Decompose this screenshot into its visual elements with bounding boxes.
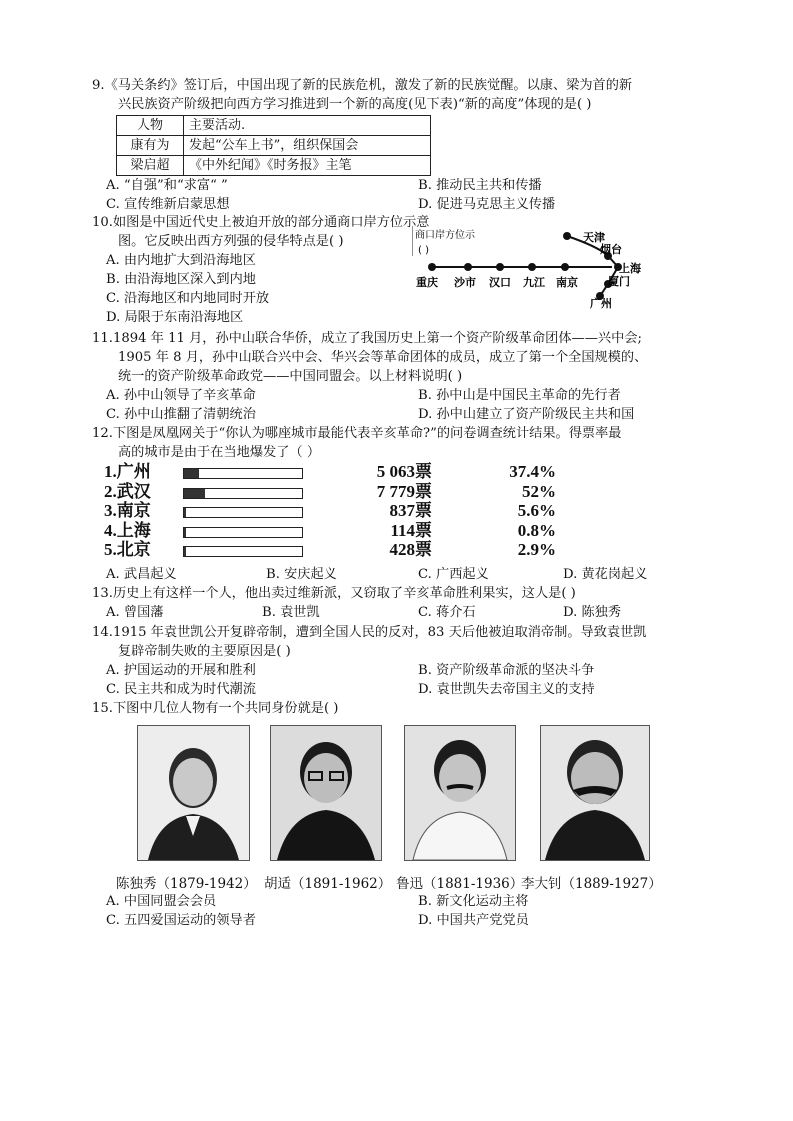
treaty-port-map: [412, 226, 652, 318]
caption-chen-duxiu: 陈独秀（1879-1942）: [116, 876, 257, 892]
person-icon: [541, 726, 649, 860]
q10-option-b[interactable]: B. 由沿海地区深入到内地: [106, 272, 256, 287]
q14-stem-line1: 14.1915 年袁世凯公开复辟帝制，遭到全国人民的反对，83 天后他被迫取消帝制。导致袁世凯: [92, 625, 647, 640]
q15-option-d[interactable]: D. 中国共产党党员: [418, 913, 529, 928]
map-city: 沙市: [454, 276, 476, 289]
chart-category-label: 2.武汉: [104, 481, 151, 501]
map-city: 天津: [583, 231, 605, 244]
portrait-li-dazhao: [540, 725, 650, 861]
q13-option-b[interactable]: B. 袁世凯: [262, 605, 320, 620]
person-icon: [138, 726, 249, 860]
q10-stem-line2: 图。它反映出西方列强的侵华特点是( ): [118, 234, 344, 249]
portrait-hu-shi: [270, 725, 382, 861]
q11-option-b[interactable]: B. 孙中山是中国民主革命的先行者: [418, 388, 621, 403]
q12-stem-line1: 12.下图是凤凰网关于“你认为哪座城市最能代表辛亥革命?”的问卷调查统计结果。得票率最: [92, 426, 622, 441]
q9-option-d[interactable]: D. 促进马克思主义传播: [418, 197, 556, 212]
q9-stem-line1: 9.《马关条约》签订后，中国出现了新的民族危机，激发了新的民族觉醒。以康、梁为首的新: [92, 78, 633, 93]
q12-option-d[interactable]: D. 黄花岗起义: [563, 567, 648, 582]
q13-option-c[interactable]: C. 蒋介石: [418, 605, 476, 620]
q14-stem-line2: 复辟帝制失败的主要原因是( ): [118, 644, 291, 659]
map-city: 烟台: [600, 243, 622, 256]
chart-bar: [184, 528, 186, 537]
chart-bar-track: [183, 546, 303, 557]
q11-option-c[interactable]: C. 孙中山推翻了清朝统治: [106, 407, 256, 422]
map-city: 厦门: [608, 275, 630, 288]
q11-stem-line1: 11.1894 年 11 月，孙中山联合华侨，成立了我国历史上第一个资产阶级革命团体——兴中会;: [92, 331, 642, 346]
table-cell: 《中外纪闻》《时务报》主笔: [184, 156, 431, 176]
map-city: 上海: [619, 262, 641, 275]
caption-li-dazhao: 李大钊（1889-1927）: [521, 876, 662, 892]
chart-bar: [184, 489, 205, 498]
chart-category-label: 3.南京: [104, 501, 151, 520]
q9-table: [116, 115, 431, 176]
q12-option-c[interactable]: C. 广西起义: [418, 567, 489, 582]
map-city: 汉口: [489, 276, 511, 289]
q14-option-a[interactable]: A. 护国运动的开展和胜利: [106, 663, 256, 678]
q14-option-d[interactable]: D. 袁世凯失去帝国主义的支持: [418, 682, 595, 697]
portrait-lu-xun: [404, 725, 516, 861]
table-cell: 主要活动.: [184, 116, 431, 136]
q10-stem-line1: 10.如图是中国近代史上被迫开放的部分通商口岸方位示意: [92, 215, 430, 230]
chart-percent-label: 52%: [522, 481, 556, 501]
chart-category-label: 4.上海: [104, 520, 151, 540]
q12-stem-line2: 高的城市是由于在当地爆发了（ ）: [118, 445, 321, 460]
chart-percent-label: 37.4%: [509, 462, 556, 481]
q15-option-b[interactable]: B. 新文化运动主将: [418, 894, 529, 909]
q9-option-a[interactable]: A. “自强”和“求富“ ”: [106, 178, 228, 193]
chart-bar: [184, 469, 199, 478]
chart-bar: [184, 508, 186, 517]
map-subtitle: ( ): [418, 245, 429, 256]
map-title: 商口岸方位示: [415, 230, 475, 241]
chart-percent-label: 2.9%: [517, 540, 556, 559]
caption-hu-shi: 胡适（1891-1962）: [264, 876, 392, 892]
q11-stem-line3: 统一的资产阶级革命政党——中国同盟会。以上材料说明( ): [118, 369, 463, 384]
q15-stem-line1: 15.下图中几位人物有一个共同身份就是( ): [92, 701, 339, 716]
table-cell: 梁启超: [117, 156, 184, 176]
table-cell: 康有为: [117, 136, 184, 156]
map-city: 九江: [523, 276, 545, 289]
q9-option-b[interactable]: B. 推动民主共和传播: [418, 178, 542, 193]
q14-option-c[interactable]: C. 民主共和成为时代潮流: [106, 682, 256, 697]
q11-option-a[interactable]: A. 孙中山领导了辛亥革命: [106, 388, 256, 403]
chart-category-label: 5.北京: [104, 540, 151, 559]
table-row: [117, 136, 431, 156]
q15-option-c[interactable]: C. 五四爱国运动的领导者: [106, 913, 256, 928]
q11-stem-line2: 1905 年 8 月，孙中山联合兴中会、华兴会等革命团体的成员，成立了第一个全国规模的、: [118, 350, 648, 365]
q11-option-d[interactable]: D. 孙中山建立了资产阶级民主共和国: [418, 407, 635, 422]
chart-vote-label: 5 063票: [376, 462, 432, 481]
chart-bar: [184, 547, 186, 556]
q10-option-c[interactable]: C. 沿海地区和内地同时开放: [106, 291, 270, 306]
person-icon: [271, 726, 381, 860]
portrait-chen-duxiu: [137, 725, 250, 861]
chart-bar-track: [183, 488, 303, 499]
q9-option-c[interactable]: C. 宣传维新启蒙思想: [106, 197, 230, 212]
chart-bar-track: [183, 527, 303, 538]
table-row: [117, 116, 431, 136]
map-city: 南京: [556, 276, 578, 289]
map-city: 广州: [590, 297, 612, 310]
chart-percent-label: 0.8%: [517, 520, 556, 540]
q13-option-a[interactable]: A. 曾国藩: [106, 605, 164, 620]
q13-stem-line1: 13.历史上有这样一个人，他出卖过维新派，又窃取了辛亥革命胜利果实，这人是( ): [92, 586, 576, 601]
chart-percent-label: 5.6%: [517, 501, 556, 520]
map-city: 重庆: [416, 276, 438, 289]
q10-option-d[interactable]: D. 局限于东南沿海地区: [106, 310, 244, 325]
chart-vote-label: 428票: [389, 540, 432, 559]
person-icon: [405, 726, 515, 860]
chart-bar-track: [183, 468, 303, 479]
q14-option-b[interactable]: B. 资产阶级革命派的坚决斗争: [418, 663, 595, 678]
q9-stem-line2: 兴民族资产阶级把向西方学习推进到一个新的高度(见下表)“新的高度”体现的是( ): [118, 97, 592, 112]
table-cell: 发起“公车上书”，组织保国会: [184, 136, 431, 156]
table-row: [117, 156, 431, 176]
q10-option-a[interactable]: A. 由内地扩大到沿海地区: [106, 253, 256, 268]
chart-vote-label: 7 779票: [376, 481, 432, 501]
q12-option-a[interactable]: A. 武昌起义: [106, 567, 177, 582]
chart-category-label: 1.广州: [104, 462, 151, 481]
q12-option-b[interactable]: B. 安庆起义: [266, 567, 337, 582]
q13-option-d[interactable]: D. 陈独秀: [563, 605, 622, 620]
chart-vote-label: 837票: [389, 501, 432, 520]
chart-vote-label: 114票: [390, 520, 432, 540]
q15-option-a[interactable]: A. 中国同盟会会员: [106, 894, 217, 909]
chart-bar-track: [183, 507, 303, 518]
table-cell: 人物: [117, 116, 184, 136]
caption-lu-xun: 鲁迅（1881-1936）: [396, 876, 524, 892]
